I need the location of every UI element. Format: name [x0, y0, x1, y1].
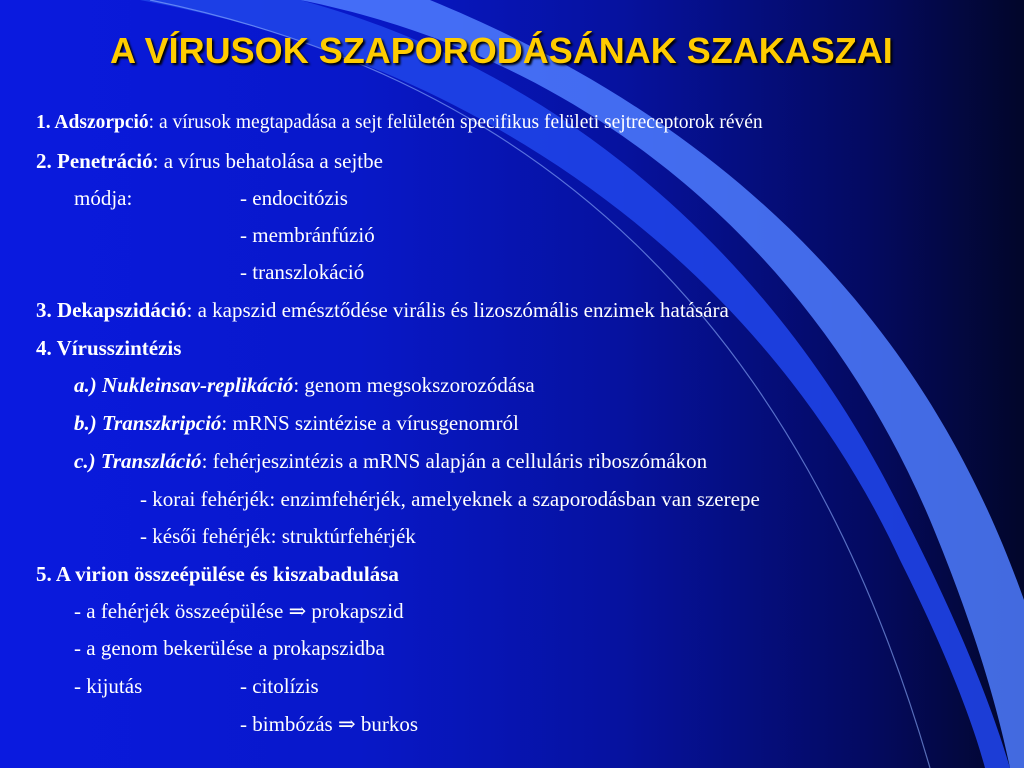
step-4b-text: : mRNS szintézise a vírusgenomról — [221, 411, 519, 435]
step-2-modja-label: módja: — [74, 186, 133, 210]
step-4c-text: : fehérjeszintézis a mRNS alapján a celluláris riboszómákon — [201, 449, 708, 473]
step-5-enveloped: burkos — [360, 712, 419, 736]
step-5-heading: 5. A virion összeépülése és kiszabadulása — [36, 562, 399, 586]
step-2-method-2: - membránfúzió — [240, 223, 375, 247]
step-4c — [74, 448, 707, 474]
step-4c-late-proteins: - késői fehérjék: struktúrfehérjék — [140, 524, 416, 548]
step-5-genome-entry: - a genom bekerülése a prokapszidba — [74, 636, 385, 660]
step-2-method-1: - endocitózis — [240, 186, 348, 210]
step-5-release — [36, 561, 399, 587]
step-4b — [74, 410, 519, 436]
step-5-exit-label: - kijutás — [74, 674, 143, 698]
step-3-text: : a kapszid emésztődése virális és lizoszómális enzimek hatására — [186, 298, 729, 322]
step-4a-heading: a.) Nukleinsav-replikáció — [74, 373, 294, 397]
step-4-heading: 4. Vírusszintézis — [36, 336, 182, 360]
step-5-assembly — [74, 598, 404, 624]
step-4a — [74, 372, 535, 398]
step-5-assembly-text: - a fehérjék összeépülése — [74, 599, 284, 623]
step-4-synthesis — [36, 335, 181, 361]
step-1-text: : a vírusok megtapadása a sejt felületén specifikus felületi sejtreceptorok révén — [148, 112, 763, 133]
step-5-cytolysis: - citolízis — [240, 674, 319, 698]
step-5-budding — [240, 711, 418, 737]
step-2-method-3: - transzlokáció — [240, 260, 365, 284]
step-1-heading: 1. Adszorpció — [36, 112, 149, 133]
step-3-uncoating — [36, 297, 729, 323]
step-4c-early-proteins: - korai fehérjék: enzimfehérjék, amelyeknek a szaporodásban van szerepe — [140, 487, 760, 511]
step-1-adsorption — [36, 110, 763, 136]
step-5-budding-text: - bimbózás — [240, 712, 333, 736]
step-2-penetration — [36, 148, 383, 174]
arrow-icon: ⇒ — [337, 712, 356, 736]
step-2-text: : a vírus behatolása a sejtbe — [152, 149, 383, 173]
arrow-icon: ⇒ — [288, 599, 307, 623]
step-5-prokapszid: prokapszid — [311, 599, 404, 623]
step-2-heading: 2. Penetráció — [36, 149, 153, 173]
step-4c-heading: c.) Transzláció — [74, 449, 202, 473]
slide-title: A VÍRUSOK SZAPORODÁSÁNAK SZAKASZAI — [110, 30, 893, 71]
step-4a-text: : genom megsokszorozódása — [293, 373, 535, 397]
step-4b-heading: b.) Transzkripció — [74, 411, 222, 435]
step-3-heading: 3. Dekapszidáció — [36, 298, 187, 322]
